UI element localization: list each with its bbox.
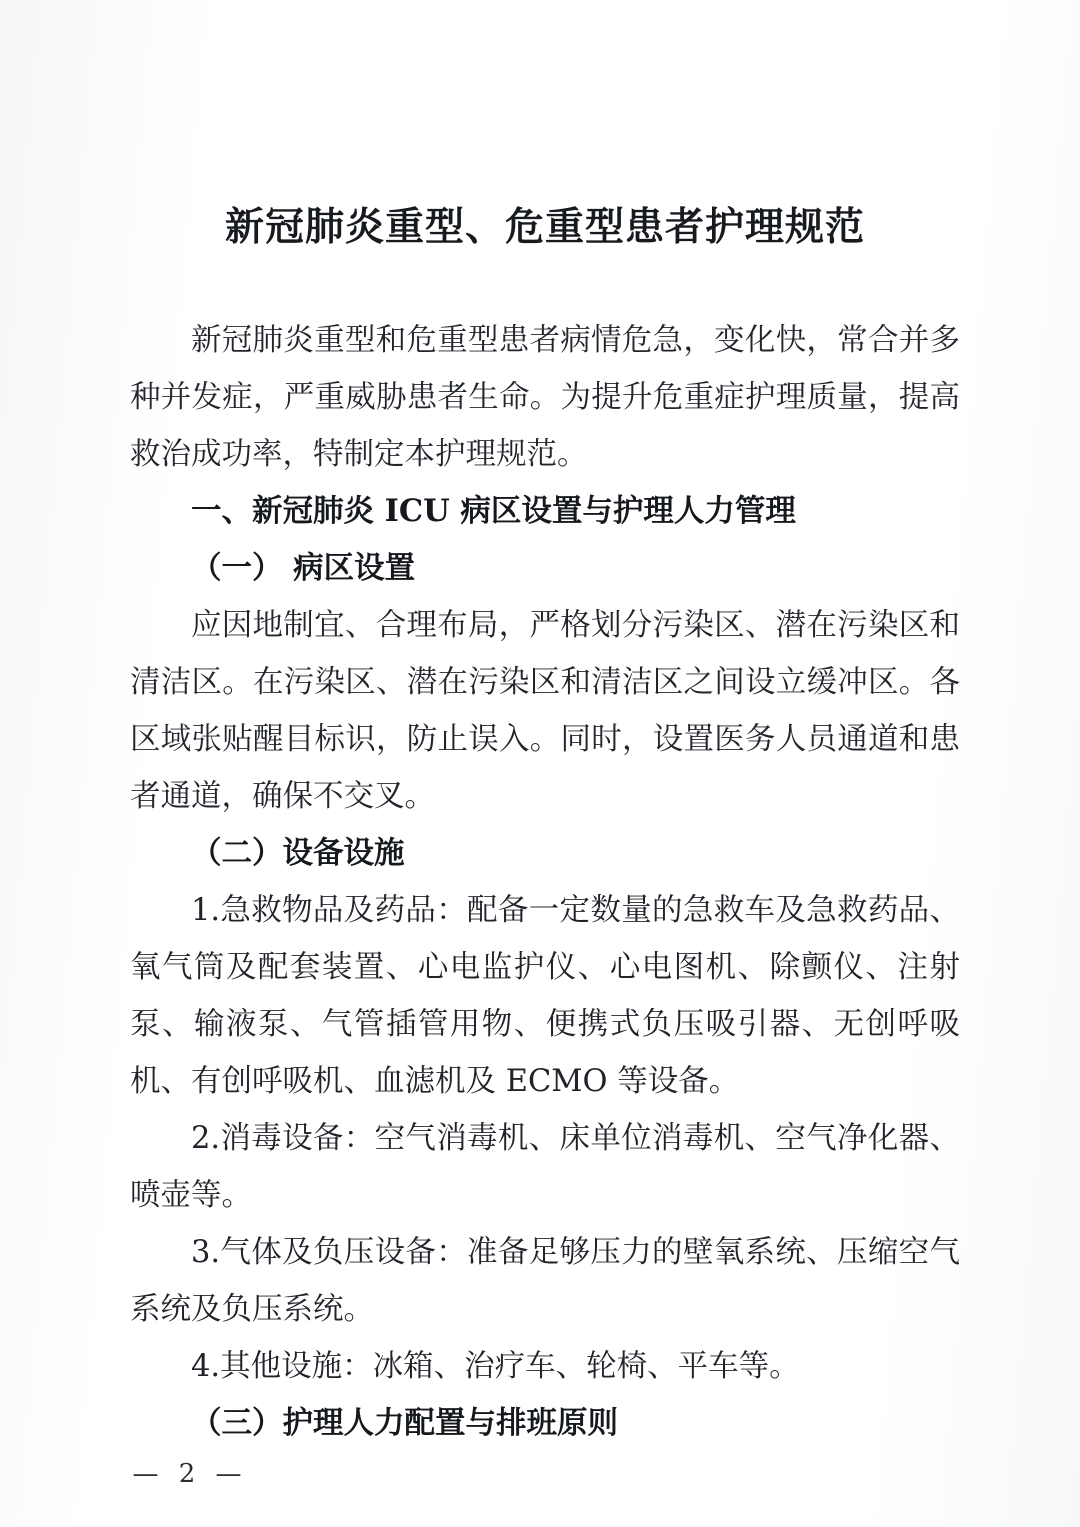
list-item-disinfection-equipment: 2.消毒设备：空气消毒机、床单位消毒机、空气净化器、喷壶等。 bbox=[130, 1121, 960, 1213]
page-title: 新冠肺炎重型、危重型患者护理规范 bbox=[224, 204, 865, 250]
list-item-emergency-supplies: 1.急救物品及药品：配备一定数量的急救车及急救药品、氧气筒及配套装置、心电监护仪、心电图机、除颤仪、注射泵、输液泵、气管插管用物、便携式负压吸引器、无创呼吸机、有创呼吸机、血滤机及 ECMO 等设备。 bbox=[130, 893, 960, 1099]
list-item-gas-negative-pressure: 3.气体及负压设备：准备足够压力的壁氧系统、压缩空气系统及负压系统。 bbox=[130, 1235, 960, 1327]
paragraph-ward-layout: 应因地制宜、合理布局，严格划分污染区、潜在污染区和清洁区。在污染区、潜在污染区和清洁区之间设立缓冲区。各区域张贴醒目标识，防止误入。同时，设置医务人员通道和患者通道，确保不交叉。 bbox=[130, 608, 960, 814]
heading-subsection-1-3: （三）护理人力配置与排班原则 bbox=[191, 1405, 618, 1441]
paragraph-intro: 新冠肺炎重型和危重型患者病情危急，变化快，常合并多种并发症，严重威胁患者生命。为提升危重症护理质量，提高救治成功率，特制定本护理规范。 bbox=[130, 323, 960, 472]
heading-subsection-1-1: （一） 病区设置 bbox=[191, 550, 416, 586]
page-number-text: — 2 — bbox=[132, 1459, 248, 1489]
heading-subsection-1-2: （二）设备设施 bbox=[191, 835, 405, 871]
heading-section-1: 一、新冠肺炎 ICU 病区设置与护理人力管理 bbox=[191, 493, 796, 529]
list-item-other-facilities: 4.其他设施：冰箱、治疗车、轮椅、平车等。 bbox=[191, 1349, 800, 1384]
page-number bbox=[0, 1459, 1080, 1489]
document-body bbox=[130, 0, 960, 1452]
